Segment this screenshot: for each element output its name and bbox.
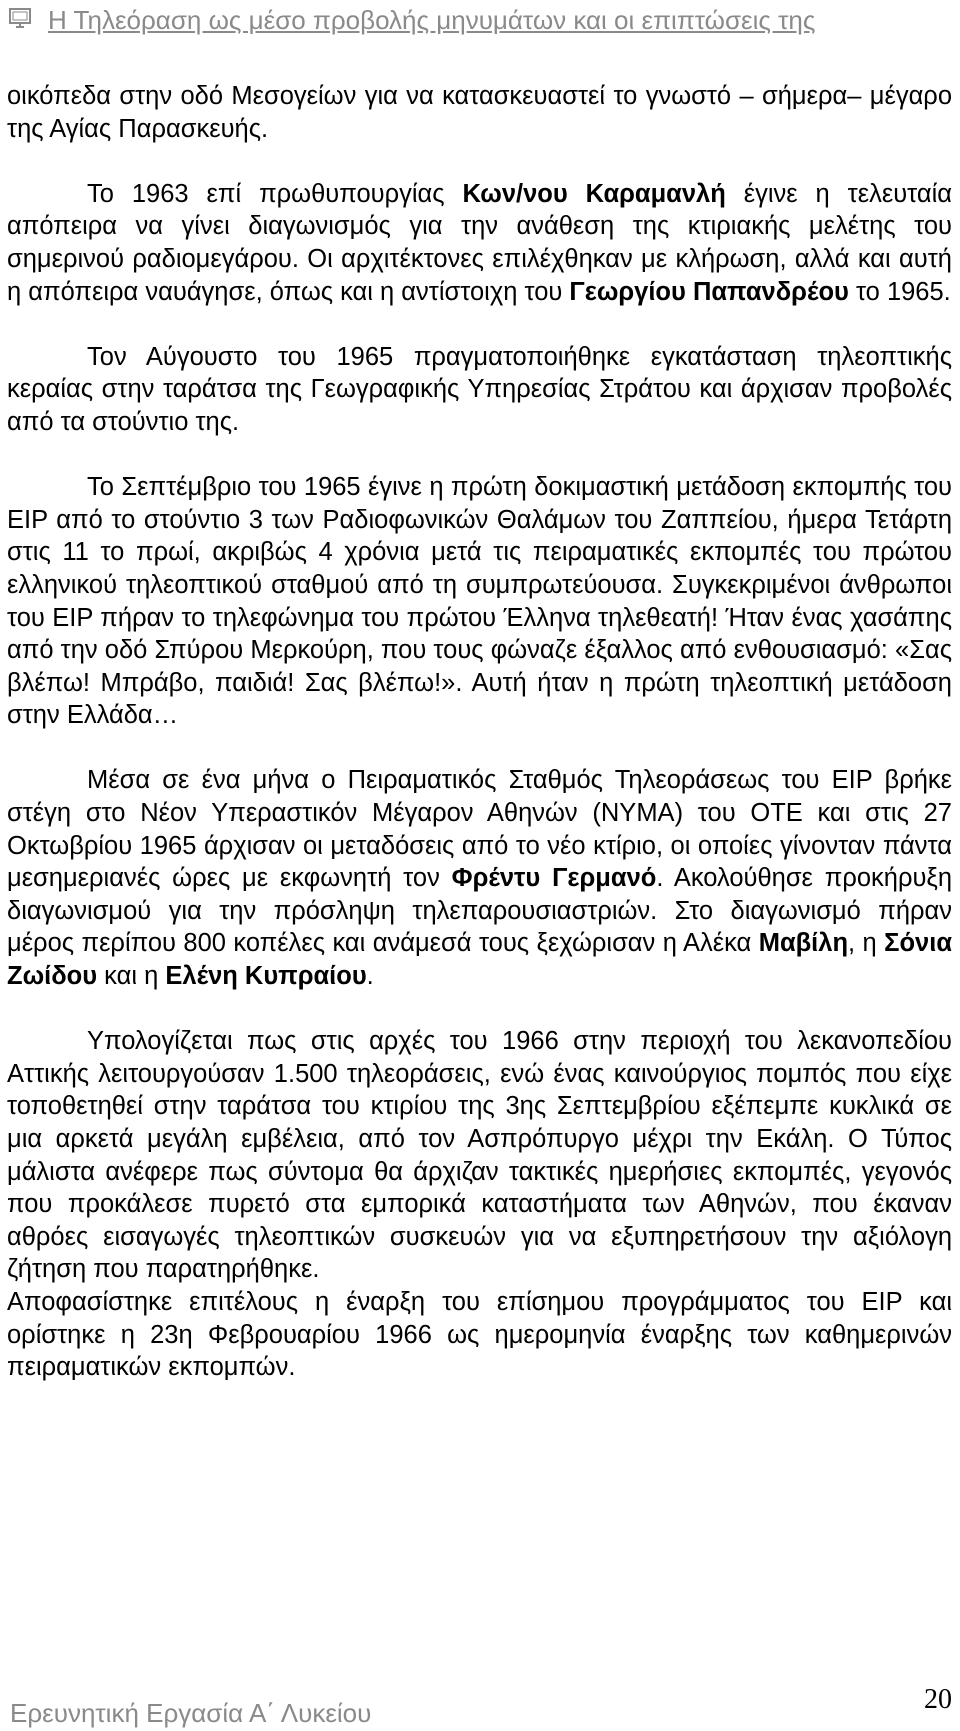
bold-name: Κων/νου Καραμανλή: [462, 179, 726, 208]
page-header: [0, 0, 960, 44]
document-body: [7, 80, 952, 1384]
paragraph-7: Αποφασίστηκε επιτέλους η έναρξη του επίσημου προγράμματος του ΕΙΡ και ορίστηκε η 23η Φεβρουαρίου 1966 ως ημερομηνία έναρξης των καθημερινών πειραματικών εκπομπών.: [7, 1287, 952, 1382]
page-number: 20: [924, 1684, 952, 1715]
bold-name: Μαβίλη: [758, 929, 849, 958]
header-title: Η Τηλεόραση ως μέσο προβολής μηνυμάτων και οι επιπτώσεις της: [48, 5, 816, 35]
paragraph-5: Μέσα σε ένα μήνα ο Πειραματικός Σταθμός Τηλεοράσεως του ΕΙΡ βρήκε στέγη στο Νέον Υπεραστικόν Μέγαρον Αθηνών (ΝΥΜΑ) του ΟΤΕ και στις 27 Οκτωβρίου 1965 άρχισαν οι μεταδόσεις από το νέο κτίριο, οι οποίες γίνονταν πάντα μεσημεριανές ώρες με εκφωνητή τον Φρέντυ Γερμανό. Ακολούθησε προκήρυξη διαγωνισμού για την πρόσληψη τηλεπαρουσιαστριών. Στο διαγωνισμό πήραν μέρος περίπου 800 κοπέλες και ανάμεσά τους ξεχώρισαν η Αλέκα Μαβίλη, η Σόνια Ζωίδου και η Ελένη Κυπραίου.: [7, 766, 953, 991]
paragraph-1: οικόπεδα στην οδό Μεσογείων για να κατασκευαστεί το γνωστό – σήμερα– μέγαρο της Αγίας Παρασκευής.: [7, 82, 952, 143]
page-footer: [0, 1676, 960, 1726]
bold-name: Σόνια Ζωίδου: [7, 929, 952, 991]
paragraph-2: Το 1963 επί πρωθυπουργίας Κων/νου Καραμανλή έγινε η τελευταία απόπειρα να γίνει διαγωνισμός για την ανάθεση της κτιριακής μελέτης του σημερινού ραδιομεγάρου. Οι αρχιτέκτονες επιλέχθηκαν με κλήρωση, αλλά και αυτή η απόπειρα ναυάγησε, όπως και η αντίστοιχη του Γεωργίου Παπανδρέου το 1965.: [7, 179, 953, 306]
bold-name: Γεωργίου Παπανδρέου: [569, 277, 849, 306]
monitor-icon: [8, 6, 32, 30]
paragraph-3: Τον Αύγουστο του 1965 πραγματοποιήθηκε εγκατάσταση τηλεοπτικής κεραίας στην ταράτσα της Γεωγραφικής Υπηρεσίας Στράτου και άρχισαν προβολές από τα στούντιο της.: [7, 342, 952, 436]
paragraph-6: Υπολογίζεται πως στις αρχές του 1966 στην περιοχή του λεκανοπεδίου Αττικής λειτουργούσαν 1.500 τηλεοράσεις, ενώ ένας καινούργιος πομπός που είχε τοποθετηθεί στην ταράτσα του κτιρίου της 3ης Σεπτεμβρίου εξέπεμπε κυκλικά σε μια αρκετά μεγάλη εμβέλεια, από τον Ασπρόπυργο μέχρι την Εκάλη. Ο Τύπος μάλιστα ανέφερε πως σύντομα θα άρχιζαν τακτικές ημερήσιες εκπομπές, γεγονός που προκάλεσε πυρετό στα εμπορικά καταστήματα των Αθηνών, που έκαναν αθρόες εισαγωγές τηλεοπτικών συσκευών για να εξυπηρετήσουν την αξιόλογη ζήτηση που παρατηρήθηκε.: [7, 1027, 952, 1284]
paragraph-4: Το Σεπτέμβριο του 1965 έγινε η πρώτη δοκιμαστική μετάδοση εκπομπής του ΕΙΡ από το στούντιο 3 των Ραδιοφωνικών Θαλάμων του Ζαππείου, ήμερα Τετάρτη στις 11 το πρωί, ακριβώς 4 χρόνια μετά τις πειραματικές εκπομπές του πρώτου ελληνικού τηλεοπτικού σταθμού από τη συμπρωτεύουσα. Συγκεκριμένοι άνθρωποι του ΕΙΡ πήραν το τηλεφώνημα του πρώτου Έλληνα τηλεθεατή! Ήταν ένας χασάπης από την οδό Σπύρου Μερκούρη, που τους φώναζε έξαλλος από ενθουσιασμό: «Σας βλέπω! Μπράβο, παιδιά! Σας βλέπω!». Αυτή ήταν η πρώτη τηλεοπτική μετάδοση στην Ελλάδα…: [7, 473, 952, 730]
bold-name: Φρέντυ Γερμανό: [451, 864, 657, 893]
footer-text: Ερευνητική Εργασία Α΄ Λυκείου: [10, 1698, 372, 1728]
bold-name: Ελένη Κυπραίου: [165, 962, 367, 991]
